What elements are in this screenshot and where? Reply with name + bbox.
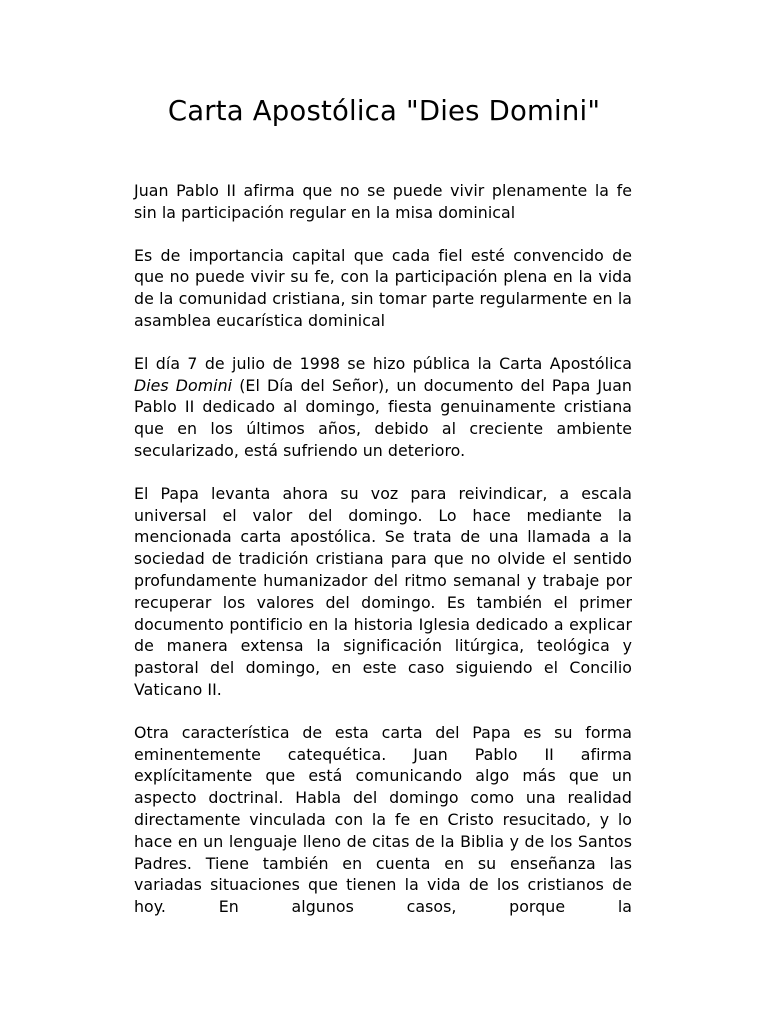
paragraph-1: Juan Pablo II afirma que no se puede vivir plenamente la fe sin la participación regular en la misa dominical	[134, 181, 632, 222]
paragraph-3-after: (El Día del Señor), un documento del Papa Juan Pablo II dedicado al domingo, fiesta genuinamente cristiana que en los últimos años, debido al creciente ambiente secularizado, está sufriendo un deterioro.	[134, 375, 632, 460]
paragraph-3	[134, 353, 632, 462]
document-body	[134, 180, 632, 939]
paragraph-3-emphasis: Dies Domini	[134, 375, 233, 395]
paragraph-5: Otra característica de esta carta del Papa es su forma eminentemente catequética. Juan Pablo II afirma explícitamente que está comunicando algo más que un aspecto doctrinal. Habla del domingo como una realidad directamente vinculada con la fe en Cristo resucitado, y lo hace en un lenguaje lleno de citas de la Biblia y de los Santos Padres. Tiene también en cuenta en su enseñanza las variadas situaciones que tienen la vida de los cristianos de hoy. En algunos casos, porque la	[134, 722, 632, 917]
paragraph-4: El Papa levanta ahora su voz para reivindicar, a escala universal el valor del domingo. Lo hace mediante la mencionada carta apostólica. Se trata de una llamada a la sociedad de tradición cristiana para que no olvide el sentido profundamente humanizador del ritmo semanal y trabaje por recuperar los valores del domingo. Es también el primer documento pontificio en la historia Iglesia dedicado a explicar de manera extensa la significación litúrgica, teológica y pastoral del domingo, en este caso siguiendo el Concilio Vaticano II.	[134, 483, 632, 699]
paragraph-2: Es de importancia capital que cada fiel esté convencido de que no puede vivir su fe, con la participación plena en la vida de la comunidad cristiana, sin tomar parte regularmente en la asamblea eucarística dominical	[134, 245, 632, 330]
paragraph-3-before: El día 7 de julio de 1998 se hizo pública la Carta Apostólica	[134, 353, 632, 373]
document-title: Carta Apostólica "Dies Domini"	[167, 95, 601, 127]
